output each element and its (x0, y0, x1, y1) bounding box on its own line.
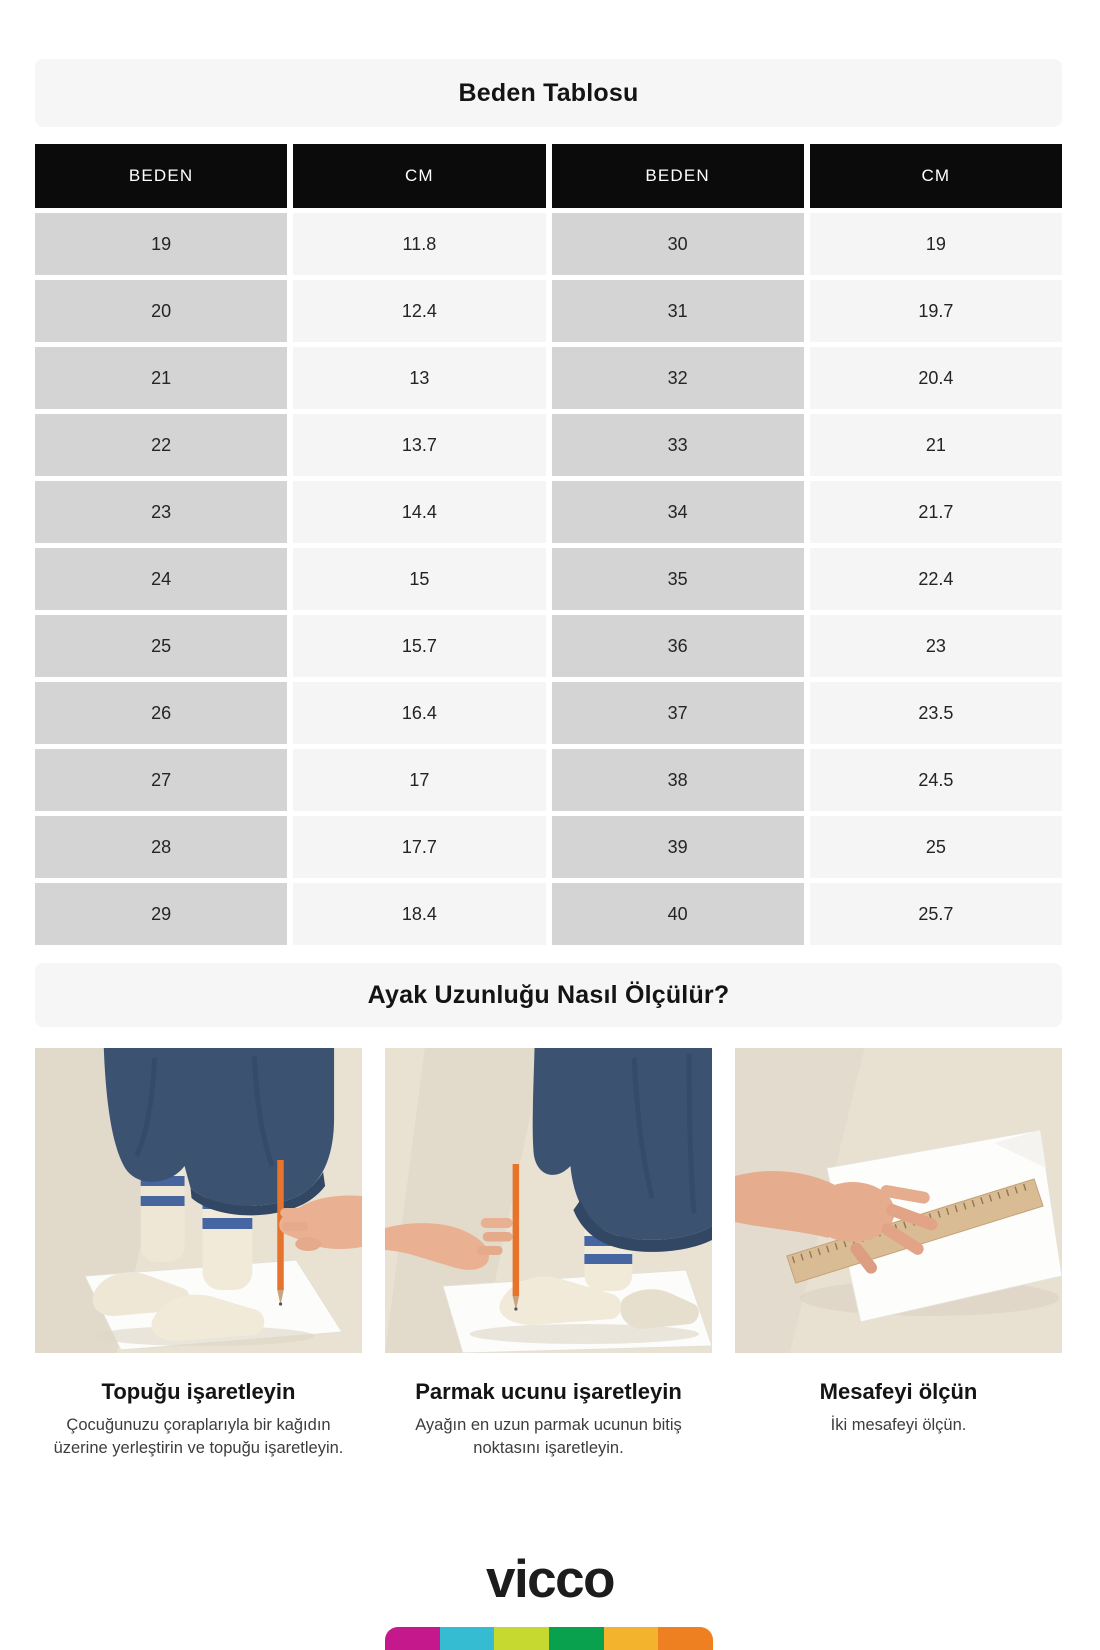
size-cell: 25 (35, 615, 287, 677)
step-description: İki mesafeyi ölçün. (830, 1416, 967, 1434)
toe-marking-illustration (385, 1048, 712, 1353)
logo-bar-segment (549, 1627, 604, 1650)
cm-cell: 15 (293, 548, 545, 610)
cm-cell: 14.4 (293, 481, 545, 543)
step-title: Parmak ucunu işaretleyin (415, 1379, 682, 1404)
logo-bar-segment (604, 1627, 659, 1650)
cm-cell: 25 (810, 816, 1062, 878)
size-cell: 28 (35, 816, 287, 878)
logo-bar-segment (440, 1627, 495, 1650)
cm-cell: 15.7 (293, 615, 545, 677)
size-cell: 32 (552, 347, 804, 409)
column-header-beden: BEDEN (35, 144, 287, 208)
vicco-logo: vicco (485, 1550, 615, 1609)
column-header-beden: BEDEN (552, 144, 804, 208)
size-cell: 24 (35, 548, 287, 610)
step-description: Çocuğunuzu çoraplarıyla bir kağıdın üzerine yerleştirin ve topuğu işaretleyin. (53, 1416, 344, 1457)
column-header-cm: CM (810, 144, 1062, 208)
step-mark-heel (35, 1048, 362, 1460)
measure-title: Ayak Uzunluğu Nasıl Ölçülür? (367, 980, 730, 1009)
size-cell: 39 (552, 816, 804, 878)
size-cell: 31 (552, 280, 804, 342)
size-cell: 22 (35, 414, 287, 476)
ruler-measuring-illustration (735, 1048, 1062, 1353)
cm-cell: 19.7 (810, 280, 1062, 342)
cm-cell: 20.4 (810, 347, 1062, 409)
step-description: Ayağın en uzun parmak ucunun bitiş noktasını işaretleyin. (415, 1416, 682, 1457)
size-cell: 35 (552, 548, 804, 610)
size-table (35, 144, 1062, 945)
cm-cell: 25.7 (810, 883, 1062, 945)
size-cell: 20 (35, 280, 287, 342)
measure-section-header (35, 963, 1062, 1027)
cm-cell: 23.5 (810, 682, 1062, 744)
size-cell: 26 (35, 682, 287, 744)
size-cell: 21 (35, 347, 287, 409)
size-cell: 36 (552, 615, 804, 677)
size-cell: 30 (552, 213, 804, 275)
size-table-section-header (35, 59, 1062, 127)
size-cell: 38 (552, 749, 804, 811)
cm-cell: 17 (293, 749, 545, 811)
size-cell: 34 (552, 481, 804, 543)
cm-cell: 18.4 (293, 883, 545, 945)
cm-cell: 23 (810, 615, 1062, 677)
size-cell: 37 (552, 682, 804, 744)
hand-ruler-paper-photo (735, 1048, 1062, 1353)
cm-cell: 21 (810, 414, 1062, 476)
vicco-logo-color-bar (385, 1627, 713, 1650)
size-cell: 23 (35, 481, 287, 543)
step-title: Topuğu işaretleyin (101, 1379, 296, 1404)
child-feet-heel-pencil-photo (35, 1048, 362, 1353)
cm-cell: 13 (293, 347, 545, 409)
cm-cell: 22.4 (810, 548, 1062, 610)
size-table-title: Beden Tablosu (458, 78, 639, 107)
column-header-cm: CM (293, 144, 545, 208)
step-title: Mesafeyi ölçün (819, 1379, 978, 1404)
logo-bar-segment (385, 1627, 440, 1650)
size-cell: 33 (552, 414, 804, 476)
cm-cell: 16.4 (293, 682, 545, 744)
cm-cell: 17.7 (293, 816, 545, 878)
cm-cell: 19 (810, 213, 1062, 275)
child-feet-toe-pencil-photo (385, 1048, 712, 1353)
cm-cell: 11.8 (293, 213, 545, 275)
cm-cell: 24.5 (810, 749, 1062, 811)
size-cell: 19 (35, 213, 287, 275)
step-measure-distance (735, 1048, 1062, 1460)
step-mark-toe (385, 1048, 712, 1460)
logo-bar-segment (494, 1627, 549, 1650)
cm-cell: 12.4 (293, 280, 545, 342)
logo-bar-segment (658, 1627, 713, 1650)
heel-marking-illustration (35, 1048, 362, 1353)
size-cell: 29 (35, 883, 287, 945)
cm-cell: 21.7 (810, 481, 1062, 543)
cm-cell: 13.7 (293, 414, 545, 476)
measure-steps (35, 1048, 1062, 1460)
size-cell: 40 (552, 883, 804, 945)
size-cell: 27 (35, 749, 287, 811)
